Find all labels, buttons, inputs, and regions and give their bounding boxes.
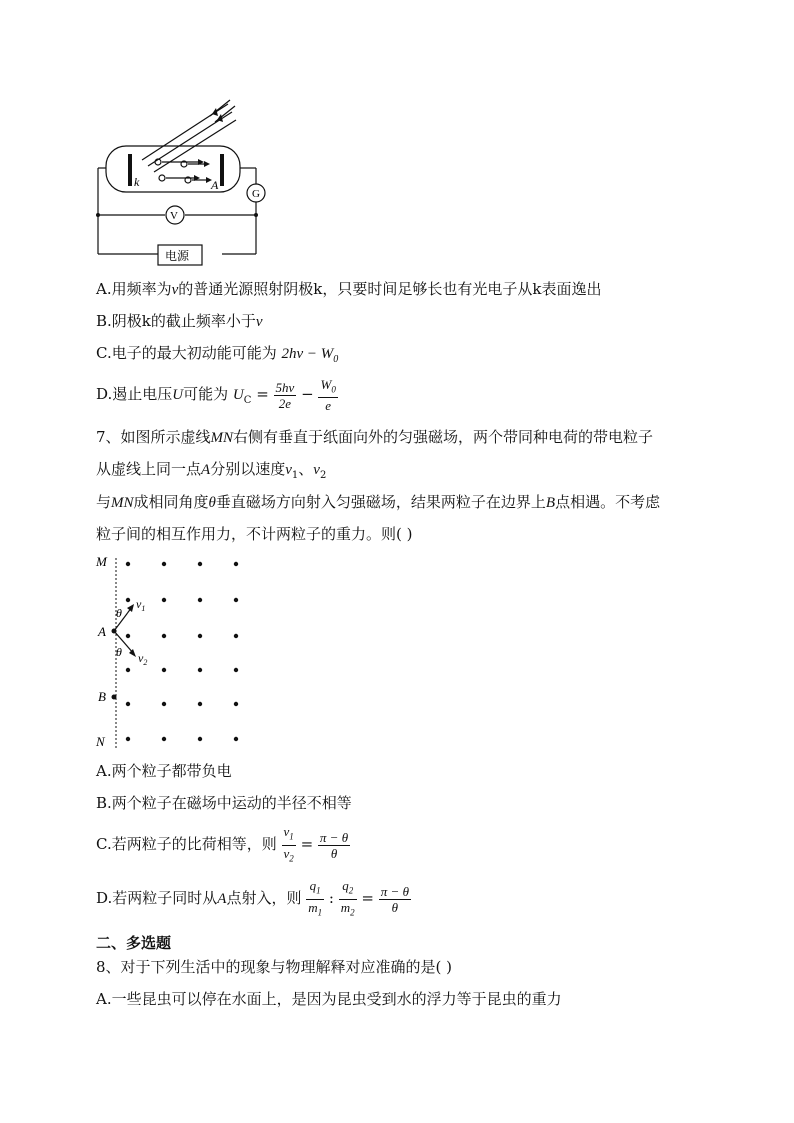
voltmeter-label: V [170,210,178,222]
q7-option-a: A.两个粒子都带负电 [96,762,232,780]
field-dot [162,598,166,602]
v2-label: $v_2$ [138,651,148,667]
section-title-multiple-choice: 二、多选题 [96,934,172,952]
power-source-label: 电源 [165,249,190,263]
q6-option-c: C.电子的最大初动能可能为 $2h\nu - W_0$ [96,344,339,365]
field-dot [234,634,238,638]
theta-upper: θ [116,606,122,620]
photoelectric-circuit-figure [90,92,275,272]
field-dot [234,702,238,706]
q7-stem-line4: 粒子间的相互作用力，不计两粒子的重力。则( ) [96,525,413,543]
field-dot [198,668,202,672]
field-dot [198,737,202,741]
field-dot [162,562,166,566]
galvanometer-label: G [252,188,260,200]
q7-stem-line3: 与MN成相同角度θ垂直磁场方向射入匀强磁场，结果两粒子在边界上B点相遇。不考虑 [96,493,661,511]
field-dot [162,634,166,638]
field-dot [162,668,166,672]
field-dot [126,562,130,566]
field-dot [126,668,130,672]
theta-lower: θ [116,645,122,659]
field-dot [126,598,130,602]
q7-stem-line1: 7、如图所示虚线MN右侧有垂直于纸面向外的匀强磁场，两个带同种电荷的带电粒子 [96,428,654,446]
field-dot [126,634,130,638]
field-dot [198,562,202,566]
field-dot [162,737,166,741]
field-dot [126,737,130,741]
fraction-w0-e: $\frac{W_0}{e}$ [320,376,336,414]
q7-stem-line2: 从虚线上同一点A分别以速度$v_1$、$v_2$ [96,460,327,481]
field-dot [162,702,166,706]
field-dot [198,634,202,638]
field-dot [234,598,238,602]
field-dot [126,702,130,706]
cathode-label: k [134,175,140,189]
magnetic-field-figure [92,552,257,752]
q6-option-b: B.阴极k的截止频率小于ν [96,312,263,330]
field-dot [198,598,202,602]
field-dot [234,668,238,672]
q6-option-a: A.用频率为ν的普通光源照射阴极k，只要时间足够长也有光电子从k表面逸出 [96,280,602,298]
q6-option-d: D.遏止电压U可能为 $U_C$ = $\frac{5h\nu}{2e}$ − $\frac{W_0}{e}$ [96,376,336,414]
q8-stem: 8、对于下列生活中的现象与物理解释对应准确的是( ) [96,958,453,976]
label-a: A [98,624,106,639]
field-dot [234,562,238,566]
fraction-5hv-2e: $\frac{5h\nu}{2e}$ [275,379,295,411]
q8-option-a: A.一些昆虫可以停在水面上，是因为昆虫受到水的浮力等于昆虫的重力 [96,990,562,1008]
v1-label: $v_1$ [136,597,146,613]
anode-label: A [211,178,219,192]
label-n: N [96,734,105,749]
max-kinetic-energy-expr: 2hν − W [281,346,334,362]
field-dot [198,702,202,706]
label-b: B [98,689,106,704]
q7-option-c: C.若两粒子的比荷相等，则 $\frac{v_1}{v_2}$ = $\frac{\pi - \theta}{\theta}$ [96,823,349,864]
label-m: M [96,554,107,569]
field-dot [234,737,238,741]
q7-option-b: B.两个粒子在磁场中运动的半径不相等 [96,794,352,812]
q7-option-d: D.若两粒子同时从A点射入，则 $\frac{q_1}{m_1}$ : $\frac{q_2}{m_2}$ = $\frac{\pi - \theta}{\theta}$ [96,877,409,918]
